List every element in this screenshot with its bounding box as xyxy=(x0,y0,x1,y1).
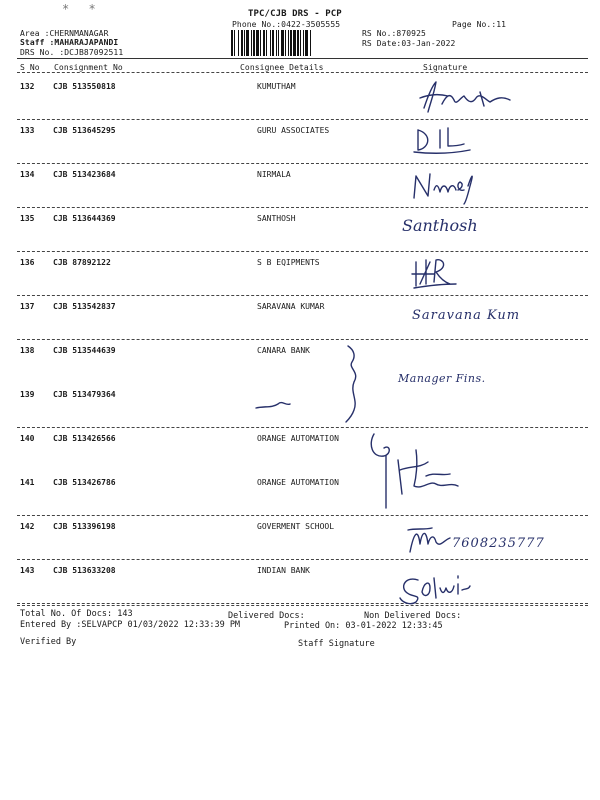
barcode-image xyxy=(229,30,353,56)
verified-by: Verified By xyxy=(20,637,77,647)
row-consignment-no: CJB 513542837 xyxy=(53,302,116,311)
row-divider xyxy=(17,603,588,604)
row-consignment-no: CJB 513426786 xyxy=(53,478,116,487)
row-sno: 133 xyxy=(20,126,35,135)
row-consignment-no: CJB 513633208 xyxy=(53,566,116,575)
row-sno: 132 xyxy=(20,82,35,91)
row-divider xyxy=(17,163,588,164)
row-sno: 134 xyxy=(20,170,35,179)
signature-phone-number: 7608235777 xyxy=(452,536,545,551)
area-field: Area :CHERNMANAGAR xyxy=(20,29,109,38)
row-sno: 138 xyxy=(20,346,35,355)
header-divider xyxy=(17,58,588,59)
row-divider xyxy=(17,295,588,296)
non-delivered-docs: Non Delivered Docs: xyxy=(364,611,462,621)
row-consignment-no: CJB 513479364 xyxy=(53,390,116,399)
signature-goverment-school xyxy=(406,522,452,556)
row-divider xyxy=(17,207,588,208)
row-consignment-no: CJB 513550818 xyxy=(53,82,116,91)
column-header-consignee: Consignee Details xyxy=(240,63,324,72)
entered-by: Entered By :SELVAPCP 01/03/2022 12:33:39 PM xyxy=(20,620,241,630)
row-consignment-no: CJB 513644369 xyxy=(53,214,116,223)
row-sno: 142 xyxy=(20,522,35,531)
row-divider xyxy=(17,251,588,252)
signature-nirmala xyxy=(408,166,478,206)
row-consignment-no: CJB 513645295 xyxy=(53,126,116,135)
rs-date: RS Date:03-Jan-2022 xyxy=(362,39,456,48)
row-sno: 136 xyxy=(20,258,35,267)
printed-on: Printed On: 03-01-2022 12:33:45 xyxy=(284,621,443,631)
row-consignee: GURU ASSOCIATES xyxy=(257,126,330,135)
row-consignee: ORANGE AUTOMATION xyxy=(257,478,339,487)
drs-number: DRS No. :DCJB87092511 xyxy=(20,48,124,57)
row-divider xyxy=(17,119,588,120)
column-header-sno: S No xyxy=(20,63,40,72)
row-divider xyxy=(17,339,588,340)
row-consignment-no: CJB 513544639 xyxy=(53,346,116,355)
row-sno: 140 xyxy=(20,434,35,443)
signature-indian-bank xyxy=(396,572,476,606)
row-consignee: SARAVANA KUMAR xyxy=(257,302,325,311)
row-sno: 139 xyxy=(20,390,35,399)
signature-kumutham xyxy=(410,78,530,118)
footer-divider xyxy=(17,605,588,606)
staff-signature: Staff Signature xyxy=(298,639,375,649)
phone-number: Phone No.:0422-3505555 xyxy=(232,20,341,29)
row-sno: 141 xyxy=(20,478,35,487)
row-consignee: NIRMALA xyxy=(257,170,291,179)
row-consignee: INDIAN BANK xyxy=(257,566,310,575)
row-sno: 137 xyxy=(20,302,35,311)
column-header-divider xyxy=(17,72,588,73)
total-docs: Total No. Of Docs: 143 xyxy=(20,609,133,619)
row-consignee: S B EQIPMENTS xyxy=(257,258,320,267)
delivered-docs: Delivered Docs: xyxy=(228,611,305,621)
row-divider xyxy=(17,559,588,560)
row-consignee: KUMUTHAM xyxy=(257,82,296,91)
signature-canara-bank: Manager Fins. xyxy=(398,372,486,385)
row-consignee: SANTHOSH xyxy=(257,214,296,223)
row-consignee: ORANGE AUTOMATION xyxy=(257,434,339,443)
document-title: TPC/CJB DRS - PCP xyxy=(248,9,342,19)
signature-orange-automation xyxy=(366,430,466,510)
signature-canara-bank-bracket xyxy=(250,342,380,424)
staff-field: Staff :MAHARAJAPANDI xyxy=(20,38,119,47)
row-consignment-no: CJB 513426566 xyxy=(53,434,116,443)
row-consignment-no: CJB 513396198 xyxy=(53,522,116,531)
page-number: Page No.:11 xyxy=(452,20,507,29)
signature-guru-associates xyxy=(412,124,472,156)
column-header-signature: Signature xyxy=(423,63,468,72)
row-divider xyxy=(17,515,588,516)
signature-saravana-kumar: Saravana Kum xyxy=(412,308,521,323)
row-consignee: CANARA BANK xyxy=(257,346,310,355)
column-header-consignment: Consignment No xyxy=(54,63,123,72)
row-consignment-no: CJB 87892122 xyxy=(53,258,111,267)
signature-santhosh: Santhosh xyxy=(402,216,478,235)
rs-number: RS No.:870925 xyxy=(362,29,426,38)
row-consignment-no: CJB 513423684 xyxy=(53,170,116,179)
row-sno: 143 xyxy=(20,566,35,575)
row-consignee: GOVERMENT SCHOOL xyxy=(257,522,335,531)
row-divider xyxy=(17,427,588,428)
corner-marks: * * xyxy=(62,2,102,16)
row-sno: 135 xyxy=(20,214,35,223)
signature-sb-eqipments xyxy=(410,254,460,292)
